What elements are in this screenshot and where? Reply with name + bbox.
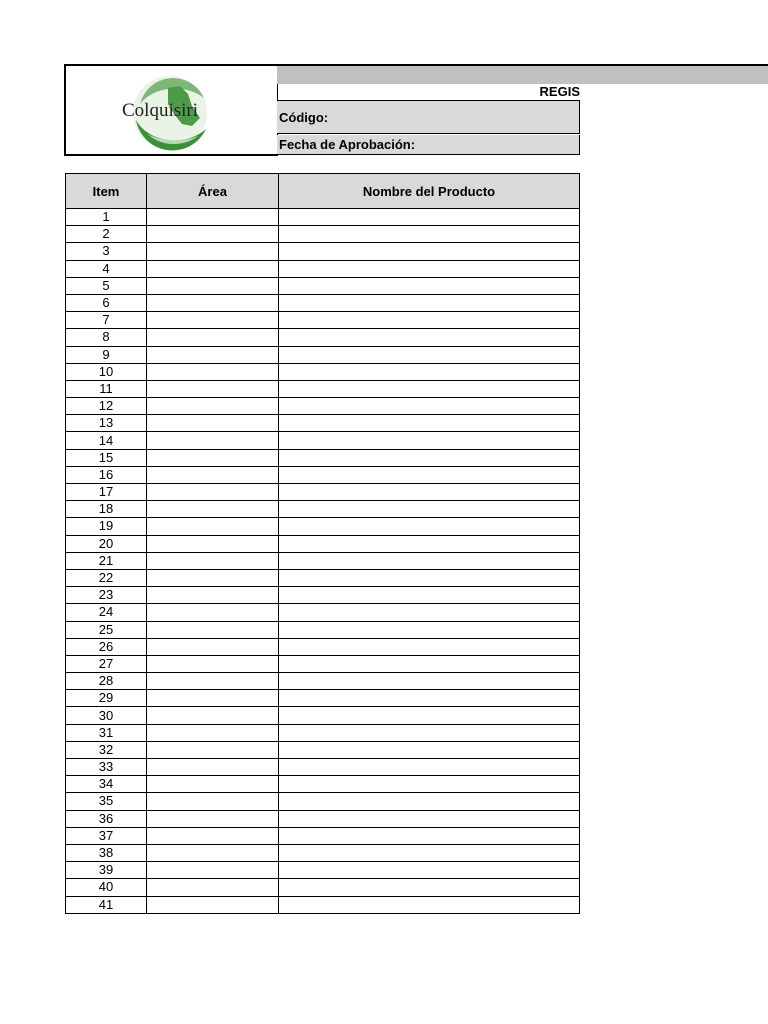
- table-row: [66, 518, 580, 535]
- table-row: [66, 793, 580, 810]
- table-row: [66, 759, 580, 776]
- product-name-cell[interactable]: [279, 810, 580, 827]
- product-name-cell[interactable]: [279, 587, 580, 604]
- product-name-cell[interactable]: [279, 604, 580, 621]
- item-number-cell: 25: [66, 621, 147, 638]
- area-cell[interactable]: [147, 690, 279, 707]
- table-row: [66, 363, 580, 380]
- table-row: [66, 655, 580, 672]
- area-cell[interactable]: [147, 793, 279, 810]
- table-row: [66, 827, 580, 844]
- item-number-cell: 12: [66, 398, 147, 415]
- item-number-cell: 16: [66, 466, 147, 483]
- item-number-cell: 11: [66, 380, 147, 397]
- area-cell[interactable]: [147, 501, 279, 518]
- product-name-cell[interactable]: [279, 844, 580, 861]
- product-name-cell[interactable]: [279, 569, 580, 586]
- area-cell[interactable]: [147, 552, 279, 569]
- area-cell[interactable]: [147, 724, 279, 741]
- product-name-cell[interactable]: [279, 312, 580, 329]
- document-title: REGIS: [277, 83, 580, 101]
- table-body: [66, 209, 580, 914]
- item-number-cell: 31: [66, 724, 147, 741]
- product-name-cell[interactable]: [279, 432, 580, 449]
- area-cell[interactable]: [147, 209, 279, 226]
- item-number-cell: 10: [66, 363, 147, 380]
- product-name-cell[interactable]: [279, 243, 580, 260]
- table-row: [66, 879, 580, 896]
- area-cell[interactable]: [147, 466, 279, 483]
- area-cell[interactable]: [147, 260, 279, 277]
- product-name-cell[interactable]: [279, 294, 580, 311]
- item-number-cell: 34: [66, 776, 147, 793]
- table-row: [66, 466, 580, 483]
- area-cell[interactable]: [147, 862, 279, 879]
- item-number-cell: 36: [66, 810, 147, 827]
- product-name-cell[interactable]: [279, 346, 580, 363]
- area-cell[interactable]: [147, 655, 279, 672]
- item-number-cell: 32: [66, 741, 147, 758]
- table-header-row: [66, 174, 580, 209]
- area-cell[interactable]: [147, 638, 279, 655]
- header-gray-band: [277, 64, 768, 84]
- area-cell[interactable]: [147, 604, 279, 621]
- table-row: [66, 776, 580, 793]
- product-name-cell[interactable]: [279, 449, 580, 466]
- area-cell[interactable]: [147, 415, 279, 432]
- item-number-cell: 23: [66, 587, 147, 604]
- item-number-cell: 35: [66, 793, 147, 810]
- item-number-cell: 22: [66, 569, 147, 586]
- area-cell[interactable]: [147, 484, 279, 501]
- item-number-cell: 38: [66, 844, 147, 861]
- area-cell[interactable]: [147, 518, 279, 535]
- item-number-cell: 9: [66, 346, 147, 363]
- table-row: [66, 294, 580, 311]
- product-name-cell[interactable]: [279, 896, 580, 913]
- area-cell[interactable]: [147, 449, 279, 466]
- product-name-cell[interactable]: [279, 277, 580, 294]
- item-number-cell: 40: [66, 879, 147, 896]
- item-number-cell: 27: [66, 655, 147, 672]
- codigo-label: Código:: [277, 101, 580, 134]
- table-row: [66, 587, 580, 604]
- area-cell[interactable]: [147, 380, 279, 397]
- product-name-cell[interactable]: [279, 827, 580, 844]
- item-number-cell: 8: [66, 329, 147, 346]
- table-row: [66, 741, 580, 758]
- area-cell[interactable]: [147, 896, 279, 913]
- colquisiri-logo: [118, 74, 228, 152]
- item-number-cell: 20: [66, 535, 147, 552]
- product-name-cell[interactable]: [279, 741, 580, 758]
- table-row: [66, 312, 580, 329]
- area-cell[interactable]: [147, 226, 279, 243]
- product-table: [65, 173, 580, 914]
- area-cell[interactable]: [147, 673, 279, 690]
- item-number-cell: 1: [66, 209, 147, 226]
- table-row: [66, 346, 580, 363]
- item-number-cell: 24: [66, 604, 147, 621]
- table-row: [66, 243, 580, 260]
- item-number-cell: 17: [66, 484, 147, 501]
- table-row: [66, 673, 580, 690]
- table-row: [66, 604, 580, 621]
- table-row: [66, 209, 580, 226]
- item-number-cell: 4: [66, 260, 147, 277]
- item-number-cell: 19: [66, 518, 147, 535]
- product-name-cell[interactable]: [279, 707, 580, 724]
- logo-cell: [64, 64, 278, 156]
- table-row: [66, 501, 580, 518]
- item-number-cell: 30: [66, 707, 147, 724]
- table-row: [66, 707, 580, 724]
- table-row: [66, 432, 580, 449]
- product-name-cell[interactable]: [279, 552, 580, 569]
- table-row: [66, 638, 580, 655]
- product-name-cell[interactable]: [279, 690, 580, 707]
- product-name-cell[interactable]: [279, 724, 580, 741]
- table-row: [66, 862, 580, 879]
- column-header-area: Área: [147, 174, 279, 209]
- table-row: [66, 535, 580, 552]
- product-name-cell[interactable]: [279, 380, 580, 397]
- area-cell[interactable]: [147, 810, 279, 827]
- column-header-nombre-producto: Nombre del Producto: [279, 174, 580, 209]
- area-cell[interactable]: [147, 312, 279, 329]
- product-name-cell[interactable]: [279, 879, 580, 896]
- product-name-cell[interactable]: [279, 621, 580, 638]
- item-number-cell: 7: [66, 312, 147, 329]
- item-number-cell: 15: [66, 449, 147, 466]
- table-row: [66, 569, 580, 586]
- product-name-cell[interactable]: [279, 466, 580, 483]
- table-row: [66, 415, 580, 432]
- table-row: [66, 329, 580, 346]
- item-number-cell: 13: [66, 415, 147, 432]
- area-cell[interactable]: [147, 587, 279, 604]
- area-cell[interactable]: [147, 844, 279, 861]
- table-row: [66, 449, 580, 466]
- area-cell[interactable]: [147, 329, 279, 346]
- area-cell[interactable]: [147, 741, 279, 758]
- item-number-cell: 3: [66, 243, 147, 260]
- product-name-cell[interactable]: [279, 260, 580, 277]
- fecha-aprobacion-label: Fecha de Aprobación:: [277, 135, 580, 155]
- item-number-cell: 28: [66, 673, 147, 690]
- area-cell[interactable]: [147, 759, 279, 776]
- product-name-cell[interactable]: [279, 209, 580, 226]
- item-number-cell: 26: [66, 638, 147, 655]
- item-number-cell: 6: [66, 294, 147, 311]
- area-cell[interactable]: [147, 569, 279, 586]
- item-number-cell: 18: [66, 501, 147, 518]
- table-row: [66, 484, 580, 501]
- area-cell[interactable]: [147, 243, 279, 260]
- area-cell[interactable]: [147, 346, 279, 363]
- area-cell[interactable]: [147, 294, 279, 311]
- product-name-cell[interactable]: [279, 793, 580, 810]
- item-number-cell: 39: [66, 862, 147, 879]
- product-name-cell[interactable]: [279, 776, 580, 793]
- column-header-item: Item: [66, 174, 147, 209]
- table-row: [66, 621, 580, 638]
- product-name-cell[interactable]: [279, 655, 580, 672]
- product-name-cell[interactable]: [279, 398, 580, 415]
- document-header: [64, 64, 580, 156]
- item-number-cell: 14: [66, 432, 147, 449]
- area-cell[interactable]: [147, 879, 279, 896]
- item-number-cell: 21: [66, 552, 147, 569]
- area-cell[interactable]: [147, 432, 279, 449]
- area-cell[interactable]: [147, 707, 279, 724]
- product-name-cell[interactable]: [279, 673, 580, 690]
- product-name-cell[interactable]: [279, 501, 580, 518]
- logo-text: Colquisiri: [122, 100, 199, 121]
- table-row: [66, 398, 580, 415]
- product-name-cell[interactable]: [279, 329, 580, 346]
- product-name-cell[interactable]: [279, 638, 580, 655]
- area-cell[interactable]: [147, 398, 279, 415]
- product-name-cell[interactable]: [279, 862, 580, 879]
- table-row: [66, 552, 580, 569]
- table-row: [66, 844, 580, 861]
- table-row: [66, 380, 580, 397]
- item-number-cell: 2: [66, 226, 147, 243]
- table-row: [66, 690, 580, 707]
- area-cell[interactable]: [147, 277, 279, 294]
- product-name-cell[interactable]: [279, 226, 580, 243]
- table-row: [66, 277, 580, 294]
- area-cell[interactable]: [147, 363, 279, 380]
- item-number-cell: 37: [66, 827, 147, 844]
- area-cell[interactable]: [147, 535, 279, 552]
- product-name-cell[interactable]: [279, 484, 580, 501]
- table-row: [66, 724, 580, 741]
- area-cell[interactable]: [147, 621, 279, 638]
- area-cell[interactable]: [147, 827, 279, 844]
- product-name-cell[interactable]: [279, 759, 580, 776]
- area-cell[interactable]: [147, 776, 279, 793]
- item-number-cell: 5: [66, 277, 147, 294]
- table-row: [66, 896, 580, 913]
- table-row: [66, 810, 580, 827]
- product-name-cell[interactable]: [279, 415, 580, 432]
- table-row: [66, 260, 580, 277]
- product-name-cell[interactable]: [279, 535, 580, 552]
- item-number-cell: 33: [66, 759, 147, 776]
- product-name-cell[interactable]: [279, 363, 580, 380]
- product-name-cell[interactable]: [279, 518, 580, 535]
- item-number-cell: 41: [66, 896, 147, 913]
- table-row: [66, 226, 580, 243]
- item-number-cell: 29: [66, 690, 147, 707]
